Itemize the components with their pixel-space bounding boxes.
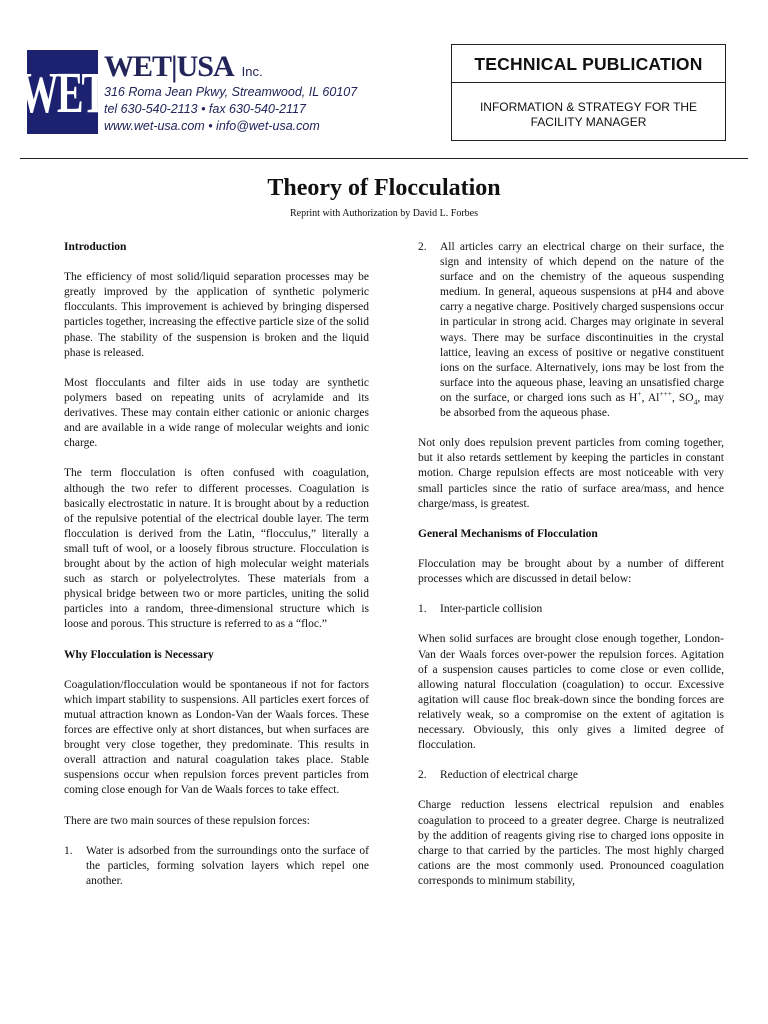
list-text-part: , may be absorbed from the aqueous phase. [440,391,724,420]
company-suffix: Inc. [241,64,263,79]
subscript: 4 [693,397,698,407]
company-logo [18,50,107,134]
company-web: www.wet-usa.com • info@wet-usa.com [104,119,320,133]
list-item [418,240,724,421]
list-number: 2. [418,241,427,253]
list-item [418,602,724,617]
list-text-part: , SO [672,391,694,404]
publication-subtitle-line-1: INFORMATION & STRATEGY FOR THE [479,100,698,114]
list-text: Inter-particle collision [440,603,543,616]
list-text [440,240,724,421]
company-address: 316 Roma Jean Pkwy, Streamwood, IL 60107 [104,85,358,99]
heading-general-mechanisms: General Mechanisms of Flocculation [418,527,598,540]
superscript: +++ [659,389,673,399]
heading-introduction: Introduction [64,241,127,253]
left-column [64,240,369,904]
list-item [64,844,369,889]
right-column [418,240,724,904]
paragraph: Most flocculants and filter aids in use today are synthetic polymers based on repeating units of acrylamide and its derivatives. These may contain either cationic or anionic charges and are available in a wide range of molecular weights and ionic charge. [64,376,369,450]
publication-subtitle-line-2: FACILITY MANAGER [530,115,647,129]
company-name: WET|USA [104,50,234,83]
paragraph: Coagulation/flocculation would be spontaneous if not for factors which impart stability to suspensions. All particles exert forces of mutual attraction known as London-Van der Waals forces. These forces are effective only at short distances, but when surfaces are brought very close together, they predominate. This results in overall attraction and natural coagulation takes place. Stable suspensions occur when repulsion forces prevent particles from coming close enough for Van de Waals forces to take effect. [64,678,369,797]
paragraph: When solid surfaces are brought close enough together, London-Van der Waals forces over-power the repulsion forces. Agitation of a suspension causes particles to come close or even collide, allowing natural flocculation (coagulation) to occur. Excessive agitation will cause floc break-down since the bonding forces are relatively weak, so a compromise on the extent of agitation is necessary. Obviously, this only gives a limited degree of flocculation. [418,633,724,752]
list-number: 1. [418,603,427,616]
header-divider [20,158,748,159]
paragraph: The efficiency of most solid/liquid separation processes may be greatly improved by the application of synthetic polymeric flocculants. This improvement is achieved by bringing dispersed particles together, increasing the effective particle size of the solid phase. The stability of the suspension is broken and the liquid phase is released. [64,271,369,359]
heading-why-flocculation: Why Flocculation is Necessary [64,648,214,661]
document-subtitle: Reprint with Authorization by David L. Forbes [289,208,479,219]
paragraph: Charge reduction lessens electrical repulsion and enables coagulation to proceed to a greater degree. Charge is neutralized by the addition of reagents giving rise to charged ions opposite in charge to that carried by the particles. The most highly charged cations are the most commonly used. Pronounced coagulation corresponds to minimum stability, [418,799,724,887]
company-info [104,50,394,135]
publication-subtitle [452,83,725,130]
paragraph: Flocculation may be brought about by a number of different processes which are discussed in detail below: [418,557,724,586]
paragraph: Not only does repulsion prevent particles from coming together, but it also retards settlement by keeping the particles in constant motion. Charge repulsion effects are most noticeable with very small particles since the ratio of surface area/mass, and hence charge/mass, is greatest. [418,437,724,510]
list-text-part: , Al [641,391,660,404]
document-title: Theory of Flocculation [267,175,501,201]
company-phone: tel 630-540-2113 • fax 630-540-2117 [104,102,306,116]
list-number: 1. [64,844,73,857]
list-number: 2. [418,769,427,782]
list-text: Reduction of electrical charge [440,769,579,782]
list-item [418,768,724,783]
logo-text: WET [18,59,107,125]
superscript: + [637,389,642,399]
paragraph: There are two main sources of these repulsion forces: [64,814,310,827]
list-text: Water is adsorbed from the surroundings onto the surface of the particles, forming solvation layers which repel one another. [86,844,369,887]
publication-title: TECHNICAL PUBLICATION [452,45,725,83]
list-text-part: All articles carry an electrical charge on their surface, the sign and intensity of which depend on the nature of the surface and on the chemistry of the aqueous suspending medium. In general, aqueous suspensions at pH4 and above carry a negative charge. Positively charged suspensions occur in particular in strong acid. Charges may originate in several ways. There may be surface discontinuities in the crystal lattice, leaving an excess of positive or negative constituent ions on the surface. Alternatively, ions may be lost from the surface into the aqueous phase, leaving an unsatisfied charge on the surface, or charged ions such as H [440,241,724,404]
paragraph: The term flocculation is often confused with coagulation, although the two refer to different processes. Coagulation is basically electrostatic in nature. It is brought about by a reduction of the repulsive potential of the electrical double layer. The term flocculation is derived from the Latin, “flocculus,” literally a small tuft of wool, or a loosely fibrous structure. Flocculation is brought about by the action of high molecular weight materials such as starch or polyelectrolytes. These materials from a physical bridge between two or more particles, uniting the solid particles into a random, three-dimensional structure which is loose and porous. This structure is referred to as a “floc.” [64,467,369,631]
publication-box [451,44,726,141]
